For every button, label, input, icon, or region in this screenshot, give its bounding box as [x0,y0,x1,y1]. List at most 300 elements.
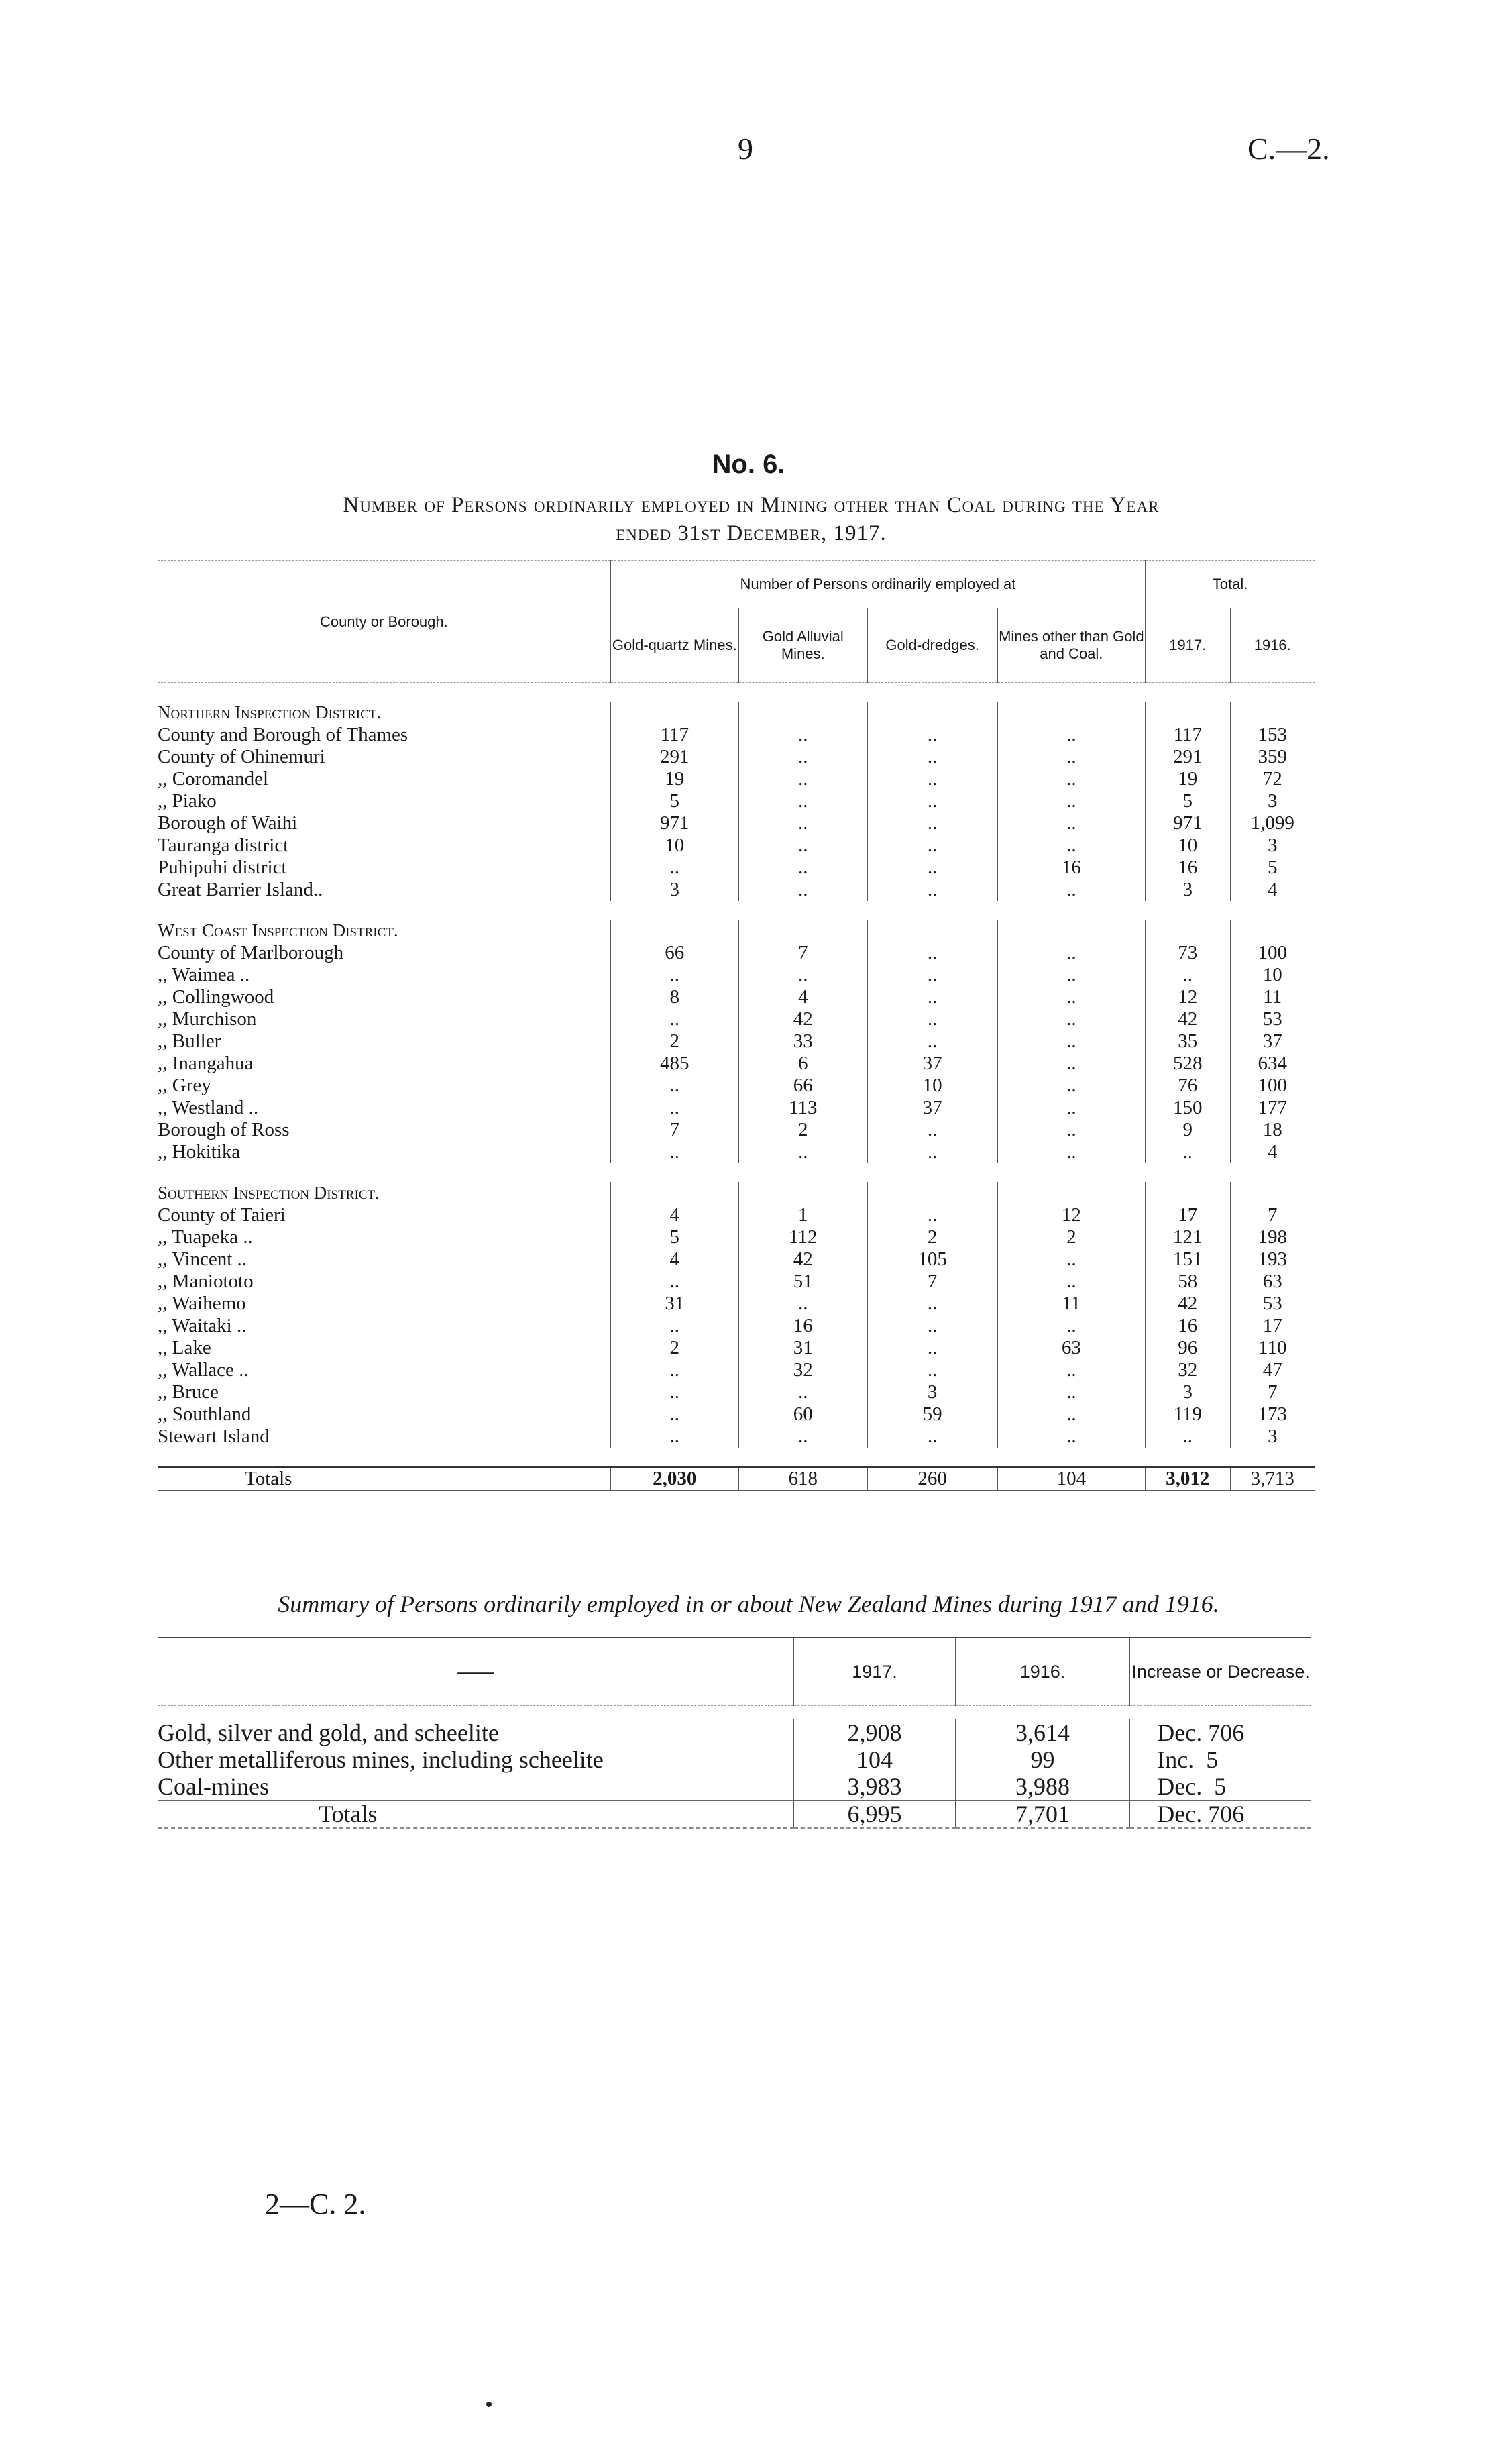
county-name: ,, Waitaki .. [158,1315,247,1336]
table-row [158,1141,1315,1163]
alluvial-value: 42 [738,1248,867,1271]
other-value: .. [997,1403,1145,1426]
county-name: ,, Waihemo [158,1293,246,1314]
page-footer: 2—C. 2. [265,2188,366,2220]
total-1917-value: 42 [1146,1293,1230,1315]
totals-label: Totals [158,1467,610,1491]
total-1916-value: 18 [1230,1119,1315,1141]
alluvial-value: 113 [738,1097,867,1119]
empty-cell [997,1182,1145,1204]
total-1916-value: 3 [1230,1426,1315,1448]
quartz-value: .. [610,1008,738,1030]
mining-employment-table [158,560,1315,1491]
total-1917-value: 12 [1146,986,1230,1008]
total-1917-value: 971 [1146,812,1230,835]
quartz-value: 7 [610,1119,738,1141]
county-name: County of Taieri [158,1204,286,1226]
dredges-value: 2 [867,1226,997,1248]
county-name: Tauranga district [158,835,289,856]
dredges-value: 105 [867,1248,997,1271]
total-1916-value: 17 [1230,1315,1315,1337]
quartz-value: 2 [610,1030,738,1053]
summary-1916-value: 3,988 [955,1773,1129,1801]
empty-cell [610,702,738,724]
dredges-value: .. [867,879,997,901]
district-heading: Southern Inspection District. [158,1183,380,1203]
table-subtitle [148,491,1355,547]
other-value: .. [997,964,1145,986]
summary-1917-value: 3,983 [794,1773,956,1801]
summary-1916-value: 3,614 [955,1719,1129,1746]
empty-cell [1230,920,1315,942]
county-name: Borough of Ross [158,1119,290,1140]
quartz-value: 3 [610,879,738,901]
summary-header-label: —— [158,1638,794,1706]
total-1917-value: .. [1146,1426,1230,1448]
total-1916-value: 7 [1230,1204,1315,1226]
other-value: 11 [997,1293,1145,1315]
total-1917-value: .. [1146,964,1230,986]
district-heading-row [158,1182,1315,1204]
empty-cell [867,1182,997,1204]
total-1916-value: 37 [1230,1030,1315,1053]
header-total: Total. [1146,561,1315,608]
other-value: .. [997,746,1145,768]
table-row [158,1226,1315,1248]
alluvial-value: .. [738,964,867,986]
total-1917-value: 16 [1146,857,1230,879]
table-row [158,768,1315,790]
county-name: Puhipuhi district [158,857,287,878]
table-row [158,1315,1315,1337]
spacer-row [158,1448,1315,1467]
county-name: Borough of Waihi [158,812,298,834]
totals-row [158,1467,1315,1491]
county-name: Great Barrier Island.. [158,879,323,900]
dredges-value: .. [867,768,997,790]
quartz-value: 4 [610,1248,738,1271]
county-name: County of Marlborough [158,942,344,963]
dredges-value: .. [867,835,997,857]
county-name: ,, Hokitika [158,1141,241,1163]
table-row [158,1381,1315,1403]
spacer-row [158,901,1315,920]
alluvial-value: .. [738,746,867,768]
alluvial-value: 33 [738,1030,867,1053]
other-value: .. [997,835,1145,857]
total-1916-value: 100 [1230,942,1315,964]
table-title: No. 6. [712,449,785,479]
total-1916-value: 5 [1230,857,1315,879]
dredges-value: 3 [867,1381,997,1403]
table-row [158,964,1315,986]
quartz-value: 971 [610,812,738,835]
total-1916-value: 4 [1230,879,1315,901]
alluvial-value: .. [738,768,867,790]
dredges-value: .. [867,1426,997,1448]
summary-totals-label: Totals [158,1801,794,1829]
quartz-value: 10 [610,835,738,857]
dredges-value: .. [867,942,997,964]
table-row [158,1293,1315,1315]
table-row [158,1204,1315,1226]
county-name: ,, Westland .. [158,1097,259,1118]
empty-cell [738,920,867,942]
summary-header-1916: 1916. [955,1638,1129,1706]
alluvial-value: .. [738,724,867,746]
alluvial-value: 60 [738,1403,867,1426]
summary-row [158,1773,1311,1801]
table-row [158,1075,1315,1097]
dredges-value: .. [867,1119,997,1141]
alluvial-value: 1 [738,1204,867,1226]
quartz-value: .. [610,1271,738,1293]
total-1916-value: 47 [1230,1359,1315,1381]
header-1917: 1917. [1146,608,1230,683]
alluvial-value: .. [738,1426,867,1448]
total-1917-value: 10 [1146,835,1230,857]
county-name: ,, Lake [158,1337,211,1358]
empty-cell [997,920,1145,942]
other-value: .. [997,724,1145,746]
total-1917-value: 16 [1146,1315,1230,1337]
alluvial-value: 16 [738,1315,867,1337]
empty-cell [1146,920,1230,942]
other-value: .. [997,1030,1145,1053]
empty-cell [738,702,867,724]
total-1917-value: 528 [1146,1053,1230,1075]
total-1916-value: 3 [1230,835,1315,857]
totals-t1916: 3,713 [1230,1467,1315,1491]
printer-mark [486,2402,492,2407]
total-1916-value: 634 [1230,1053,1315,1075]
total-1916-value: 359 [1230,746,1315,768]
quartz-value: 31 [610,1293,738,1315]
quartz-value: 5 [610,1226,738,1248]
summary-totals-1917: 6,995 [794,1801,956,1829]
totals-alluvial: 618 [738,1467,867,1491]
total-1916-value: 63 [1230,1271,1315,1293]
county-name: ,, Wallace .. [158,1359,249,1381]
totals-t1917: 3,012 [1146,1467,1230,1491]
total-1917-value: 3 [1146,879,1230,901]
county-name: ,, Collingwood [158,986,274,1008]
summary-1917-value: 2,908 [794,1719,956,1746]
header-group: Number of Persons ordinarily employed at [610,561,1145,608]
table-row [158,1426,1315,1448]
total-1917-value: 76 [1146,1075,1230,1097]
empty-cell [1230,702,1315,724]
alluvial-value: .. [738,835,867,857]
dredges-value: .. [867,857,997,879]
summary-row [158,1746,1311,1773]
county-name: ,, Maniototo [158,1271,254,1292]
spacer-row [158,1163,1315,1182]
dredges-value: .. [867,724,997,746]
total-1917-value: 9 [1146,1119,1230,1141]
dredges-value: .. [867,746,997,768]
alluvial-value: 31 [738,1337,867,1359]
quartz-value: .. [610,1075,738,1097]
dredges-value: .. [867,1293,997,1315]
district-heading-row [158,702,1315,724]
other-value: .. [997,986,1145,1008]
quartz-value: 2 [610,1337,738,1359]
dredges-value: .. [867,1030,997,1053]
other-value: .. [997,1271,1145,1293]
header-county: County or Borough. [158,561,610,683]
table-row [158,1271,1315,1293]
county-name: ,, Coromandel [158,768,269,790]
other-value: .. [997,812,1145,835]
total-1916-value: 110 [1230,1337,1315,1359]
other-value: 16 [997,857,1145,879]
dredges-value: 59 [867,1403,997,1426]
county-name: County of Ohinemuri [158,746,325,767]
other-value: .. [997,1119,1145,1141]
total-1917-value: 117 [1146,724,1230,746]
county-name: ,, Tuapeka .. [158,1226,253,1248]
other-value: .. [997,1053,1145,1075]
document-reference: C.—2. [1248,131,1330,166]
other-value: .. [997,879,1145,901]
alluvial-value: 66 [738,1075,867,1097]
summary-table [158,1637,1311,1829]
table-row [158,1248,1315,1271]
county-name: ,, Waimea .. [158,964,250,985]
dredges-value: 7 [867,1271,997,1293]
total-1917-value: 17 [1146,1204,1230,1226]
header-other: Mines other than Gold and Coal. [997,608,1145,683]
quartz-value: .. [610,1141,738,1163]
summary-change-value: Inc. 5 [1130,1746,1311,1773]
dredges-value: 37 [867,1053,997,1075]
dredges-value: 10 [867,1075,997,1097]
total-1917-value: 58 [1146,1271,1230,1293]
dredges-value: .. [867,1204,997,1226]
header-quartz: Gold-quartz Mines. [610,608,738,683]
quartz-value: 5 [610,790,738,812]
subtitle-line-1: Number of Persons ordinarily employed in Mining other than Coal during the Year [343,493,1160,517]
header-dredges: Gold-dredges. [867,608,997,683]
summary-label: Gold, silver and gold, and scheelite [158,1719,499,1746]
dredges-value: .. [867,1359,997,1381]
header-alluvial: Gold Alluvial Mines. [738,608,867,683]
summary-change-value: Dec. 706 [1130,1719,1311,1746]
dredges-value: .. [867,964,997,986]
alluvial-value: 2 [738,1119,867,1141]
alluvial-value: .. [738,879,867,901]
other-value: .. [997,1075,1145,1097]
quartz-value: 8 [610,986,738,1008]
empty-cell [610,1182,738,1204]
total-1917-value: 73 [1146,942,1230,964]
total-1916-value: 100 [1230,1075,1315,1097]
other-value: 12 [997,1204,1145,1226]
total-1917-value: 291 [1146,746,1230,768]
other-value: 63 [997,1337,1145,1359]
total-1916-value: 72 [1230,768,1315,790]
alluvial-value: .. [738,1141,867,1163]
alluvial-value: 4 [738,986,867,1008]
dredges-value: .. [867,1315,997,1337]
totals-quartz: 2,030 [610,1467,738,1491]
quartz-value: 291 [610,746,738,768]
quartz-value: .. [610,1359,738,1381]
dredges-value: .. [867,812,997,835]
table-row [158,1097,1315,1119]
total-1916-value: 193 [1230,1248,1315,1271]
total-1917-value: 5 [1146,790,1230,812]
table-row [158,942,1315,964]
summary-label: Other metalliferous mines, including scheelite [158,1746,604,1773]
county-name: ,, Southland [158,1403,252,1425]
empty-cell [738,1182,867,1204]
county-name: ,, Vincent .. [158,1248,247,1270]
total-1916-value: 53 [1230,1008,1315,1030]
other-value: .. [997,1248,1145,1271]
other-value: .. [997,1315,1145,1337]
quartz-value: 485 [610,1053,738,1075]
table-row [158,1359,1315,1381]
table-row [158,879,1315,901]
summary-header-change: Increase or Decrease. [1130,1638,1311,1706]
dredges-value: .. [867,1337,997,1359]
quartz-value: 66 [610,942,738,964]
total-1917-value: 35 [1146,1030,1230,1053]
dredges-value: 37 [867,1097,997,1119]
alluvial-value: .. [738,857,867,879]
quartz-value: .. [610,1381,738,1403]
empty-cell [1146,1182,1230,1204]
total-1917-value: 32 [1146,1359,1230,1381]
alluvial-value: .. [738,1293,867,1315]
table-row [158,790,1315,812]
district-heading: Northern Inspection District. [158,702,382,722]
total-1917-value: 3 [1146,1381,1230,1403]
county-name: ,, Piako [158,790,217,812]
table-row [158,986,1315,1008]
table-row [158,835,1315,857]
summary-totals-change: Dec. 706 [1130,1801,1311,1829]
total-1916-value: 7 [1230,1381,1315,1403]
other-value: .. [997,1426,1145,1448]
other-value: .. [997,768,1145,790]
quartz-value: .. [610,1097,738,1119]
table-row [158,812,1315,835]
alluvial-value: 51 [738,1271,867,1293]
total-1916-value: 153 [1230,724,1315,746]
quartz-value: .. [610,1426,738,1448]
total-1916-value: 173 [1230,1403,1315,1426]
alluvial-value: 6 [738,1053,867,1075]
other-value: .. [997,1359,1145,1381]
total-1917-value: 121 [1146,1226,1230,1248]
county-name: ,, Inangahua [158,1053,254,1074]
total-1916-value: 177 [1230,1097,1315,1119]
total-1917-value: 150 [1146,1097,1230,1119]
total-1917-value: 119 [1146,1403,1230,1426]
other-value: .. [997,1141,1145,1163]
other-value: .. [997,1008,1145,1030]
summary-totals-1916: 7,701 [955,1801,1129,1829]
summary-row [158,1719,1311,1746]
total-1917-value: 42 [1146,1008,1230,1030]
alluvial-value: .. [738,790,867,812]
total-1916-value: 53 [1230,1293,1315,1315]
empty-cell [867,702,997,724]
alluvial-value: .. [738,812,867,835]
district-heading: West Coast Inspection District. [158,920,398,941]
alluvial-value: 42 [738,1008,867,1030]
summary-1917-value: 104 [794,1746,956,1773]
quartz-value: .. [610,964,738,986]
quartz-value: 19 [610,768,738,790]
summary-change-value: Dec. 5 [1130,1773,1311,1801]
empty-cell [867,920,997,942]
quartz-value: .. [610,1315,738,1337]
other-value: .. [997,790,1145,812]
empty-cell [1146,702,1230,724]
dredges-value: .. [867,790,997,812]
total-1916-value: 4 [1230,1141,1315,1163]
alluvial-value: 112 [738,1226,867,1248]
spacer-row [158,683,1315,702]
county-name: ,, Murchison [158,1008,257,1030]
other-value: .. [997,942,1145,964]
table-row [158,1008,1315,1030]
totals-dredges: 260 [867,1467,997,1491]
table-row [158,1337,1315,1359]
county-name: ,, Bruce [158,1381,219,1403]
other-value: .. [997,1381,1145,1403]
total-1917-value: 19 [1146,768,1230,790]
dredges-value: .. [867,1141,997,1163]
table-row [158,746,1315,768]
dredges-value: .. [867,1008,997,1030]
district-heading-row [158,920,1315,942]
total-1917-value: 151 [1146,1248,1230,1271]
summary-label: Coal-mines [158,1773,269,1800]
county-name: County and Borough of Thames [158,724,408,745]
quartz-value: 117 [610,724,738,746]
quartz-value: .. [610,1403,738,1426]
summary-totals-row [158,1801,1311,1829]
table-row [158,857,1315,879]
other-value: 2 [997,1226,1145,1248]
table-row [158,724,1315,746]
county-name: ,, Grey [158,1075,211,1096]
total-1916-value: 10 [1230,964,1315,986]
other-value: .. [997,1097,1145,1119]
table-row [158,1030,1315,1053]
alluvial-value: 32 [738,1359,867,1381]
total-1916-value: 1,099 [1230,812,1315,835]
total-1917-value: 96 [1146,1337,1230,1359]
dredges-value: .. [867,986,997,1008]
header-1916: 1916. [1230,608,1315,683]
summary-title: Summary of Persons ordinarily employed in or about New Zealand Mines during 1917 and 1916. [278,1591,1219,1617]
county-name: Stewart Island [158,1426,270,1447]
alluvial-value: 7 [738,942,867,964]
county-name: ,, Buller [158,1030,221,1052]
quartz-value: .. [610,857,738,879]
empty-cell [997,702,1145,724]
spacer-row [158,1706,1311,1720]
summary-1916-value: 99 [955,1746,1129,1773]
empty-cell [1230,1182,1315,1204]
totals-other: 104 [997,1467,1145,1491]
